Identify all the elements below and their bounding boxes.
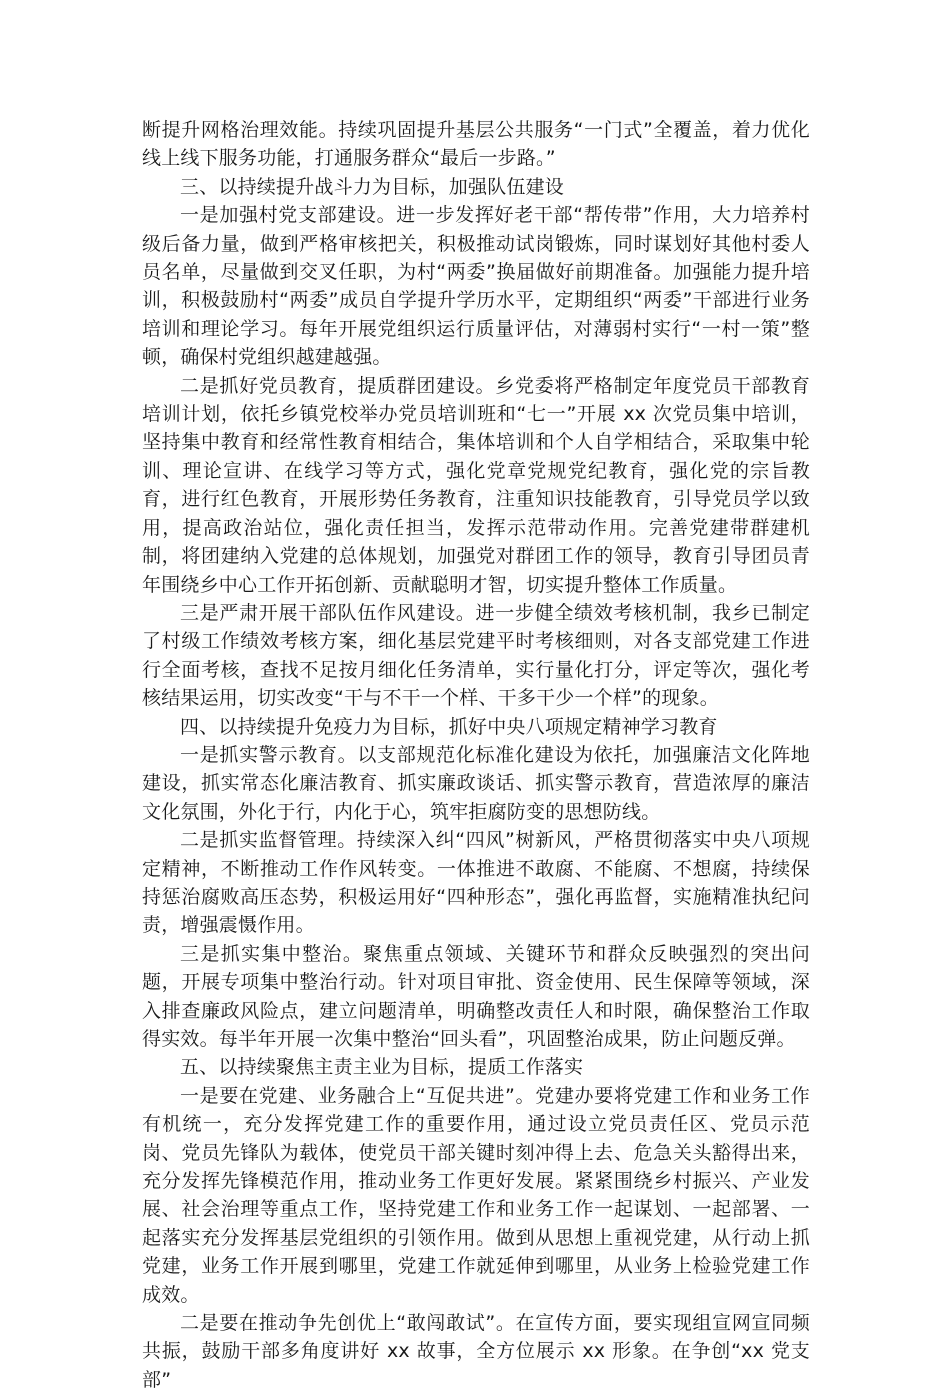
section-heading-4: 四、以持续提升免疫力为目标，抓好中央八项规定精神学习教育: [180, 715, 718, 738]
paragraph-member-education: 二是抓好党员教育，提质群团建设。乡党委将严格制定年度党员干部教育培训计划，依托乡镇党校举办党员培训班和“七一”开展 xx 次党员集中培训，坚持集中教育和经常性教育相结合，集体培训和个人自学相结合，采取集中轮训、理论宣讲、在线学习等方式，强化党章党规党纪教育，强化党的宗旨教育，进行红色教育，开展形势任务教育，注重知识技能教育，引导党员学以致用，提高政治站位，强化责任担当，发挥示范带动作用。完善党建带群建机制，将团建纳入党建的总体规划，加强党对群团工作的领导，教育引导团员青年围绕乡中心工作开拓创新、贡献聪明才智，切实提升整体工作质量。: [142, 374, 810, 596]
paragraph-continued: 断提升网格治理效能。持续巩固提升基层公共服务“一门式”全覆盖，着力优化线上线下服务功能，打通服务群众“最后一步路。”: [142, 119, 810, 170]
document-body: [142, 116, 810, 1394]
paragraph-integration: 一是要在党建、业务融合上“互促共进”。党建办要将党建工作和业务工作有机统一，充分发挥党建工作的重要作用，通过设立党员责任区、党员示范岗、党员先锋队为载体，使党员干部关键时刻冲得上去、危急关头豁得出来，充分发挥先锋模范作用，推动业务工作更好发展。紧紧围绕乡村振兴、产业发展、社会治理等重点工作，坚持党建工作和业务工作一起谋划、一起部署、一起落实充分发挥基层党组织的引领作用。做到从思想上重视党建，从行动上抓党建，业务工作开展到哪里，党建工作就延伸到哪里，从业务上检验党建工作成效。: [142, 1084, 810, 1306]
section-heading-3: 三、以持续提升战斗力为目标，加强队伍建设: [180, 175, 565, 198]
paragraph-branch-building: 一是加强村党支部建设。进一步发挥好老干部“帮传带”作用，大力培养村级后备力量，做到严格审核把关，积极推动试岗锻炼，同时谋划好其他村委人员名单，尽量做到交叉任职，为村“两委”换届做好前期准备。加强能力提升培训，积极鼓励村“两委”成员自学提升学历水平，定期组织“两委”干部进行业务培训和理论学习。每年开展党组织运行质量评估，对薄弱村实行“一村一策”整顿，确保村党组织越建越强。: [142, 204, 810, 369]
paragraph-warning-education: 一是抓实警示教育。以支部规范化标准化建设为依托，加强廉洁文化阵地建设，抓实常态化廉洁教育、抓实廉政谈话、抓实警示教育，营造浓厚的廉洁文化氛围，外化于行，内化于心，筑牢拒腐防变的思想防线。: [142, 743, 810, 823]
paragraph-cadre-style: 三是严肃开展干部队伍作风建设。进一步健全绩效考核机制，我乡已制定了村级工作绩效考核方案，细化基层党建平时考核细则，对各支部党建工作进行全面考核，查找不足按月细化任务清单，实行量化打分，评定等次，强化考核结果运用，切实改变“干与不干一个样、干多干少一个样”的现象。: [142, 601, 810, 710]
paragraph-rectification: 三是抓实集中整治。聚焦重点领域、关键环节和群众反映强烈的突出问题，开展专项集中整治行动。针对项目审批、资金使用、民生保障等领域，深入排查廉政风险点，建立问题清单，明确整改责任人和时限，确保整治工作取得实效。每半年开展一次集中整治“回头看”，巩固整治成果，防止问题反弹。: [142, 942, 810, 1050]
section-heading-5: 五、以持续聚焦主责主业为目标，提质工作落实: [180, 1056, 584, 1079]
paragraph-supervision: 二是抓实监督管理。持续深入纠“四风”树新风，严格贯彻落实中央八项规定精神，不断推动工作作风转变。一体推进不敢腐、不能腐、不想腐，持续保持惩治腐败高压态势，积极运用好“四种形态”，强化再监督，实施精准执纪问责，增强震慑作用。: [142, 829, 810, 937]
paragraph-excellence: 二是要在推动争先创优上“敢闯敢试”。在宣传方面，要实现组宣网宣同频共振，鼓励干部多角度讲好 xx 故事，全方位展示 xx 形象。在争创“xx 党支部”: [142, 1312, 810, 1391]
